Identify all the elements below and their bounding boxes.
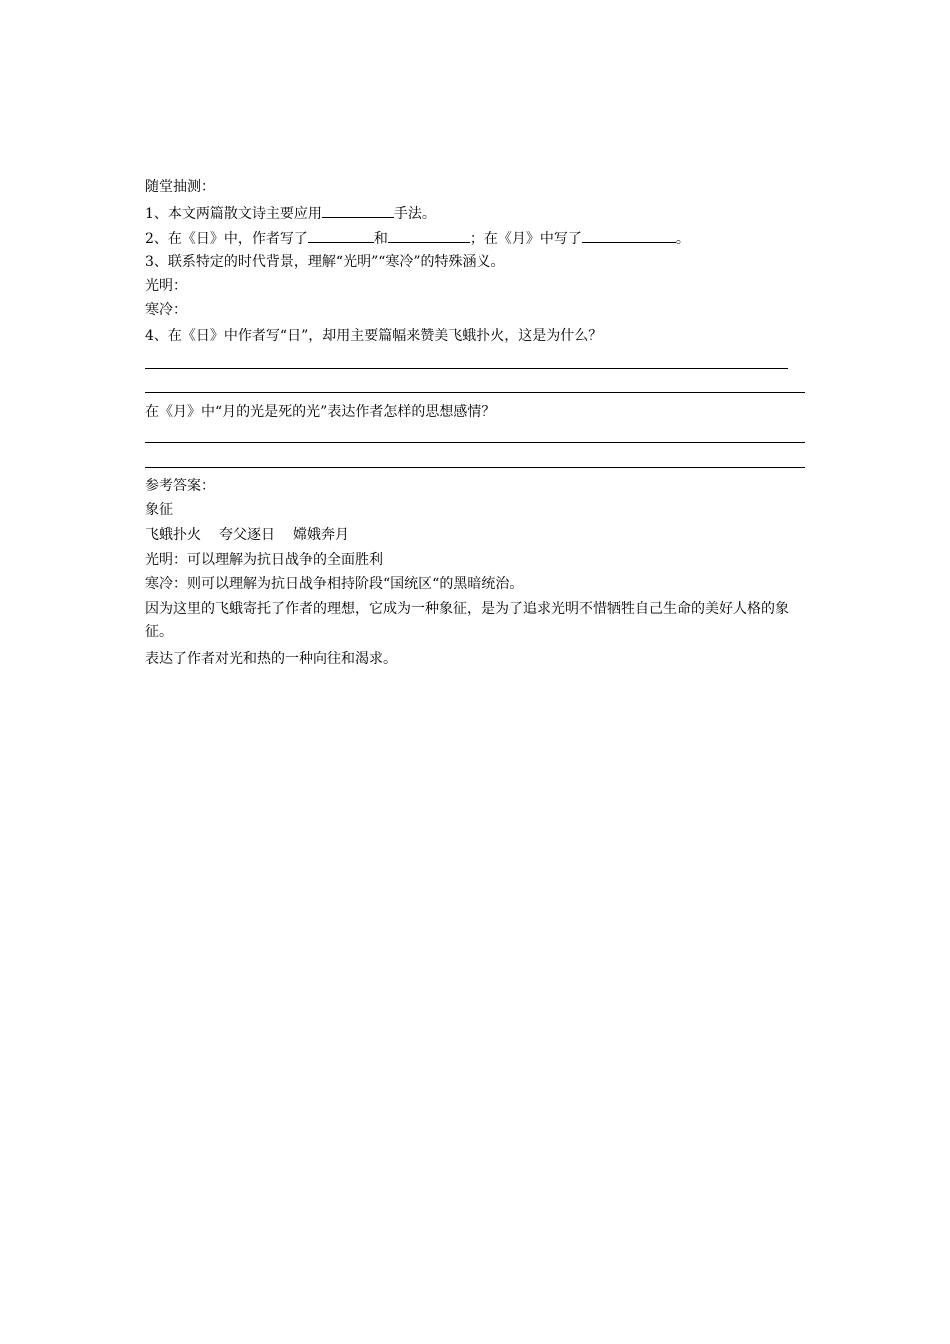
answer-2: [145, 526, 349, 544]
answer-3-light: 光明：可以理解为抗日战争的全面胜利: [145, 552, 383, 568]
question-1-suffix: 手法。: [393, 206, 436, 222]
answer-blank: [582, 228, 676, 243]
answers-heading: 参考答案：: [145, 478, 215, 494]
answer-line: [145, 442, 805, 443]
question-2-prefix: 2、在《日》中，作者写了: [145, 231, 308, 247]
question-4: 4、在《日》中作者写“日”，却用主要篇幅来赞美飞蛾扑火，这是为什么？: [145, 328, 603, 344]
answer-line: [145, 467, 805, 468]
answer-2-item: 飞蛾扑火: [145, 527, 201, 543]
answer-2-item: 嫦娥奔月: [293, 527, 349, 543]
question-1-prefix: 1、本文两篇散文诗主要应用: [145, 206, 322, 222]
question-2-suffix: 。: [675, 231, 690, 247]
answer-3-cold: 寒冷：则可以理解为抗日战争相持阶段“国统区“的黑暗统治。: [145, 576, 524, 592]
question-2-mid2: ；在《月》中写了: [469, 231, 582, 247]
answer-blank: [308, 228, 374, 243]
answer-line: [145, 392, 805, 393]
answer-5: 表达了作者对光和热的一种向往和渴求。: [145, 651, 397, 667]
question-1: [145, 203, 436, 223]
question-3: 3、联系特定的时代背景，理解“光明”“寒冷”的特殊涵义。: [145, 254, 505, 270]
question-2-mid1: 和: [373, 231, 388, 247]
question-2: [145, 228, 690, 248]
answer-4: 因为这里的飞蛾寄托了作者的理想，它成为一种象征，是为了追求光明不惜牺牲自己生命的美好人格的象征。: [145, 601, 789, 640]
question-3-cold-label: 寒冷：: [145, 302, 187, 318]
answer-blank: [322, 203, 394, 218]
answer-2-item: 夸父逐日: [219, 527, 275, 543]
answer-blank: [388, 228, 470, 243]
quiz-heading: 随堂抽测：: [145, 179, 215, 195]
question-3-light-label: 光明：: [145, 278, 187, 294]
answer-1: 象征: [145, 502, 173, 518]
question-5: 在《月》中“月的光是死的光”表达作者怎样的思想感情？: [145, 404, 496, 420]
answer-line: [145, 368, 788, 369]
